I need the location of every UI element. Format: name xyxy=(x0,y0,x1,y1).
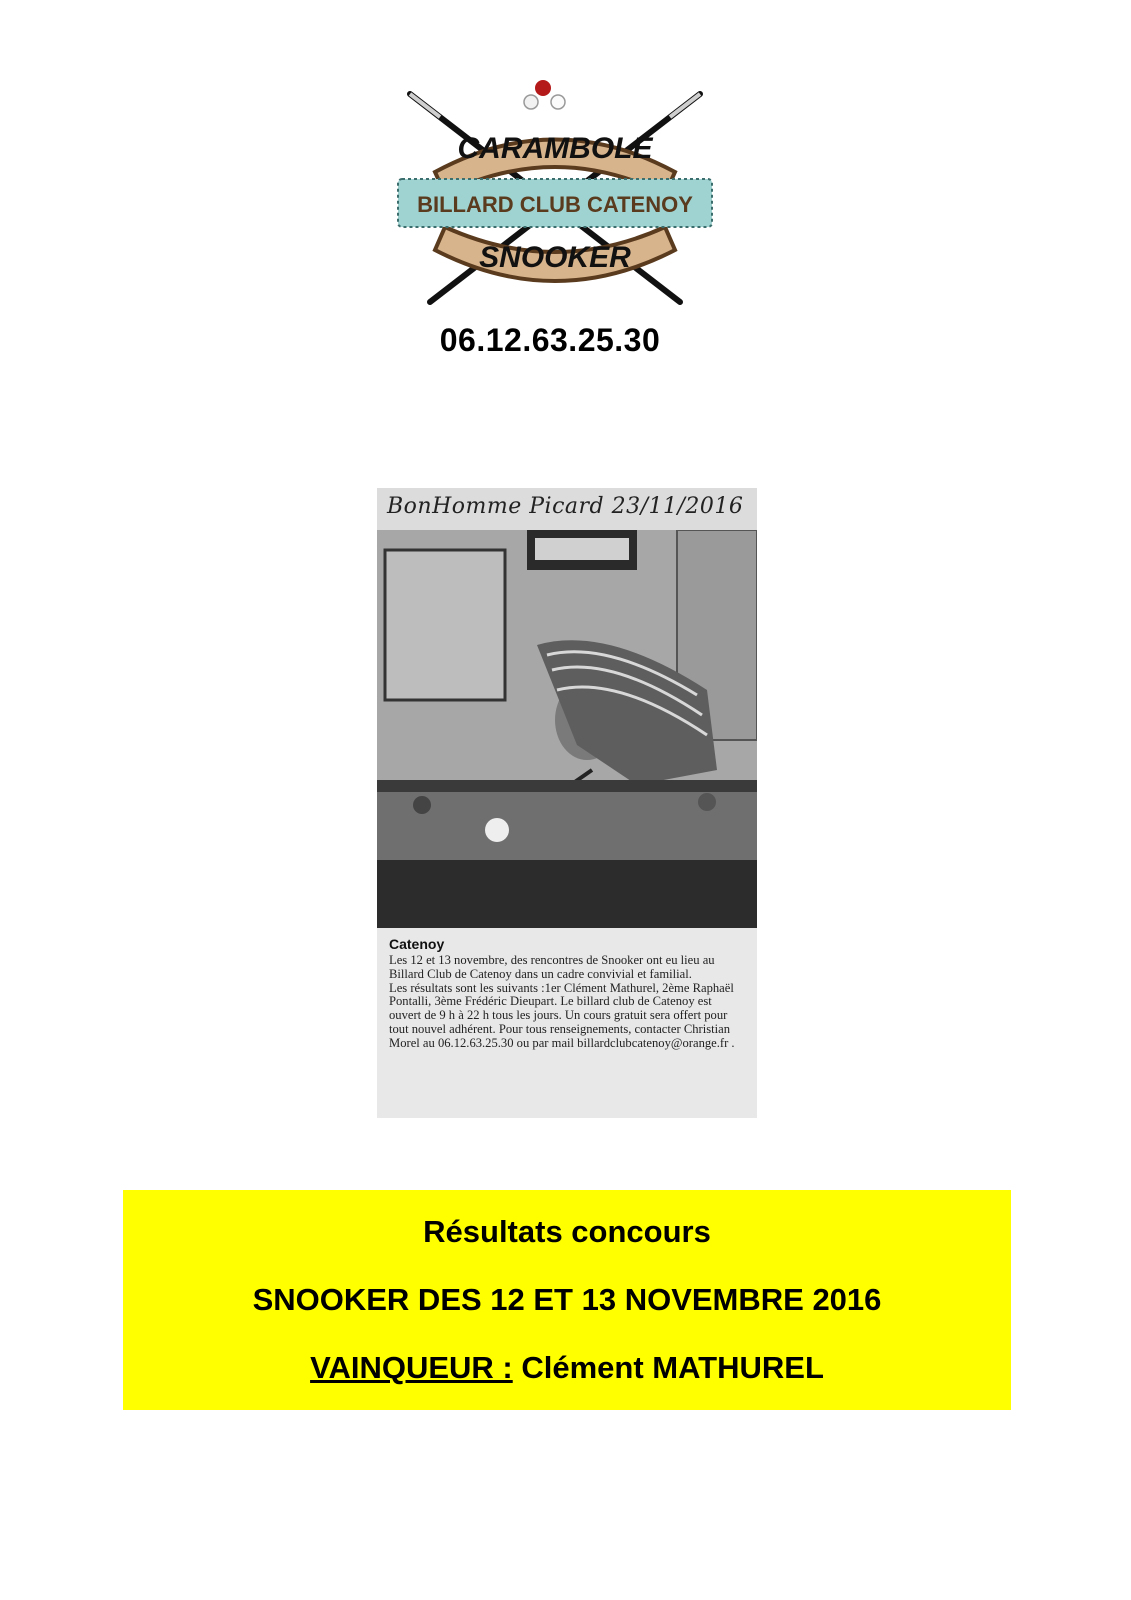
newspaper-clipping xyxy=(377,488,757,1118)
white-ball-icon xyxy=(551,95,565,109)
handwritten-note: BonHomme Picard 23/11/2016 xyxy=(387,494,744,519)
white-ball-icon xyxy=(524,95,538,109)
logo-bottom-text: SNOOKER xyxy=(479,241,631,274)
logo-top-text: CARAMBOLE xyxy=(457,132,653,165)
results-box xyxy=(123,1190,1011,1410)
winner-label: VAINQUEUR : xyxy=(310,1350,513,1385)
logo-middle-text: BILLARD CLUB CATENOY xyxy=(417,192,693,217)
winner-line xyxy=(123,1350,1011,1386)
phone-number: 06.12.63.25.30 xyxy=(439,322,661,358)
article-body: Les 12 et 13 novembre, des rencontres de Snooker ont eu lieu au Billard Club de Catenoy dans un cadre convivial et familial. Les résultats sont les suivants :1er Clément Mathurel, 2ème Raphaël Pontalli, 3ème Frédéric Dieupart. Le billard club de Catenoy est ouvert de 9 h à 22 h tous les jours. Un cours gratuit sera offert pour tout nouvel adhérent. Pour tous renseignements, contacter Christian Morel au 06.12.63.25.30 ou par mail billardclubcatenoy@orange.fr . xyxy=(389,953,735,1050)
winner-name: Clément MATHUREL xyxy=(521,1350,824,1385)
red-ball-icon xyxy=(535,80,551,96)
event-title: SNOOKER DES 12 ET 13 NOVEMBRE 2016 xyxy=(252,1282,882,1317)
article-heading: Catenoy xyxy=(389,936,445,952)
snooker-player-photo xyxy=(377,530,757,970)
article-text xyxy=(377,928,757,1118)
club-logo xyxy=(380,72,730,322)
results-title: Résultats concours xyxy=(423,1214,711,1249)
